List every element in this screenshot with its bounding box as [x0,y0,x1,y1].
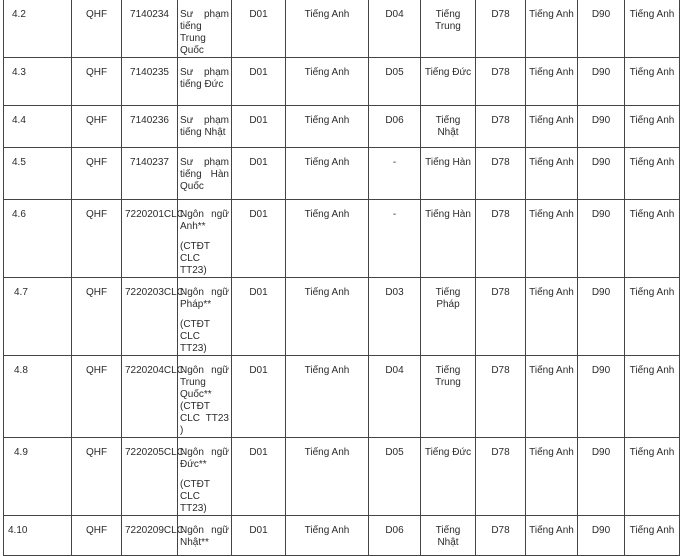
subject-2-cell: Tiếng Nhật [421,516,476,556]
combo-1-cell: D01 [232,200,286,278]
combo-3-cell: D78 [476,0,526,58]
subject-4-cell: Tiếng Anh [625,106,680,148]
program-note: (CTĐT CLC TT23) [180,241,210,276]
subject-1-cell: Tiếng Anh [286,58,369,106]
subject-4-cell: Tiếng Anh [625,148,680,200]
major-name-cell [178,516,232,556]
combo-4-cell: D90 [578,0,625,58]
major-name: Sư phạm tiếng Trung Quốc [180,9,229,56]
table-row [4,516,680,556]
school-code-cell: QHF [72,0,122,58]
combo-3-cell: D78 [476,106,526,148]
table-row [4,58,680,106]
subject-2-cell: Tiếng Hàn [421,200,476,278]
major-name-cell [178,58,232,106]
subject-4-cell: Tiếng Anh [625,200,680,278]
subject-1-cell: Tiếng Anh [286,356,369,438]
major-name: Ngôn ngữ Pháp** [180,287,229,310]
major-name: Ngôn ngữ Trung Quốc** [180,365,229,400]
subject-2-cell: Tiếng Đức [421,58,476,106]
major-name-cell [178,200,232,278]
subject-3-cell: Tiếng Anh [526,516,578,556]
subject-2-cell: Tiếng Đức [421,438,476,516]
major-name-cell [178,278,232,356]
major-code-cell: 7140236 [122,106,178,148]
subject-2-cell: Tiếng Trung [421,0,476,58]
combo-2-cell: D03 [369,278,421,356]
combo-1-cell: D01 [232,106,286,148]
school-code-cell: QHF [72,438,122,516]
combo-3-cell: D78 [476,516,526,556]
major-name: Ngôn ngữ Anh** [180,209,229,232]
table-row [4,438,680,516]
subject-3-cell: Tiếng Anh [526,356,578,438]
subject-4-cell: Tiếng Anh [625,356,680,438]
subject-1-cell: Tiếng Anh [286,106,369,148]
table-row [4,106,680,148]
major-name-cell [178,148,232,200]
subject-2-cell: Tiếng Pháp [421,278,476,356]
combo-4-cell: D90 [578,200,625,278]
stt-cell: 4.5 [4,148,72,200]
school-code-cell: QHF [72,278,122,356]
stt-cell: 4.6 [4,200,72,278]
stt-cell: 4.7 [4,278,72,356]
major-code-cell: 7140234 [122,0,178,58]
stt-cell: 4.10 [4,516,72,556]
subject-1-cell: Tiếng Anh [286,438,369,516]
subject-1-cell: Tiếng Anh [286,200,369,278]
major-name: Ngôn ngữ Nhật** [180,525,229,548]
combo-3-cell: D78 [476,148,526,200]
major-code-cell: 7220204CLC [122,356,178,438]
major-name-cell [178,0,232,58]
subject-3-cell: Tiếng Anh [526,200,578,278]
major-name-cell [178,106,232,148]
subject-3-cell: Tiếng Anh [526,438,578,516]
program-note: (CTĐT CLC TT23) [180,479,210,514]
major-name: Sư phạm tiếng Đức [180,67,229,90]
combo-2-cell: D05 [369,58,421,106]
subject-4-cell: Tiếng Anh [625,278,680,356]
combo-4-cell: D90 [578,438,625,516]
subject-3-cell: Tiếng Anh [526,278,578,356]
major-code-cell: 7140237 [122,148,178,200]
table-row [4,356,680,438]
school-code-cell: QHF [72,356,122,438]
subject-3-cell: Tiếng Anh [526,58,578,106]
major-code-cell: 7140235 [122,58,178,106]
combo-4-cell: D90 [578,106,625,148]
major-code-cell: 7220205CLC [122,438,178,516]
combo-4-cell: D90 [578,278,625,356]
combo-1-cell: D01 [232,58,286,106]
subject-1-cell: Tiếng Anh [286,516,369,556]
school-code-cell: QHF [72,58,122,106]
subject-2-cell: Tiếng Trung [421,356,476,438]
subject-4-cell: Tiếng Anh [625,0,680,58]
combo-2-cell: D04 [369,356,421,438]
combo-3-cell: D78 [476,200,526,278]
combo-3-cell: D78 [476,438,526,516]
combo-4-cell: D90 [578,58,625,106]
major-code-cell: 7220209CLC [122,516,178,556]
combo-2-cell: - [369,200,421,278]
admission-table [3,0,680,556]
combo-1-cell: D01 [232,356,286,438]
subject-3-cell: Tiếng Anh [526,0,578,58]
stt-cell: 4.2 [4,0,72,58]
stt-cell: 4.3 [4,58,72,106]
major-name: Sư phạm tiếng Hàn Quốc [180,157,229,192]
subject-3-cell: Tiếng Anh [526,106,578,148]
combo-1-cell: D01 [232,148,286,200]
school-code-cell: QHF [72,106,122,148]
combo-4-cell: D90 [578,356,625,438]
subject-2-cell: Tiếng Nhật [421,106,476,148]
subject-1-cell: Tiếng Anh [286,148,369,200]
combo-1-cell: D01 [232,278,286,356]
subject-4-cell: Tiếng Anh [625,58,680,106]
school-code-cell: QHF [72,200,122,278]
subject-2-cell: Tiếng Hàn [421,148,476,200]
stt-cell: 4.8 [4,356,72,438]
major-name-cell [178,438,232,516]
major-code-cell: 7220201CLC [122,200,178,278]
combo-1-cell: D01 [232,0,286,58]
combo-2-cell: - [369,148,421,200]
program-note: (CTĐT CLC TT23) [180,319,210,354]
major-name-cell [178,356,232,438]
subject-1-cell: Tiếng Anh [286,278,369,356]
major-code-cell: 7220203CLC [122,278,178,356]
combo-3-cell: D78 [476,356,526,438]
major-name: Sư phạm tiếng Nhật [180,115,229,138]
table-row [4,148,680,200]
stt-cell: 4.9 [4,438,72,516]
combo-2-cell: D04 [369,0,421,58]
combo-2-cell: D05 [369,438,421,516]
subject-4-cell: Tiếng Anh [625,516,680,556]
major-name: Ngôn ngữ Đức** [180,447,229,470]
school-code-cell: QHF [72,516,122,556]
subject-1-cell: Tiếng Anh [286,0,369,58]
combo-4-cell: D90 [578,516,625,556]
school-code-cell: QHF [72,148,122,200]
table-row [4,0,680,58]
subject-3-cell: Tiếng Anh [526,148,578,200]
program-note: (CTĐT CLC TT23 ) [180,401,229,436]
admission-table-page [3,0,675,556]
combo-1-cell: D01 [232,438,286,516]
table-row [4,200,680,278]
combo-3-cell: D78 [476,58,526,106]
combo-4-cell: D90 [578,148,625,200]
combo-1-cell: D01 [232,516,286,556]
table-row [4,278,680,356]
combo-3-cell: D78 [476,278,526,356]
combo-2-cell: D06 [369,516,421,556]
combo-2-cell: D06 [369,106,421,148]
stt-cell: 4.4 [4,106,72,148]
subject-4-cell: Tiếng Anh [625,438,680,516]
